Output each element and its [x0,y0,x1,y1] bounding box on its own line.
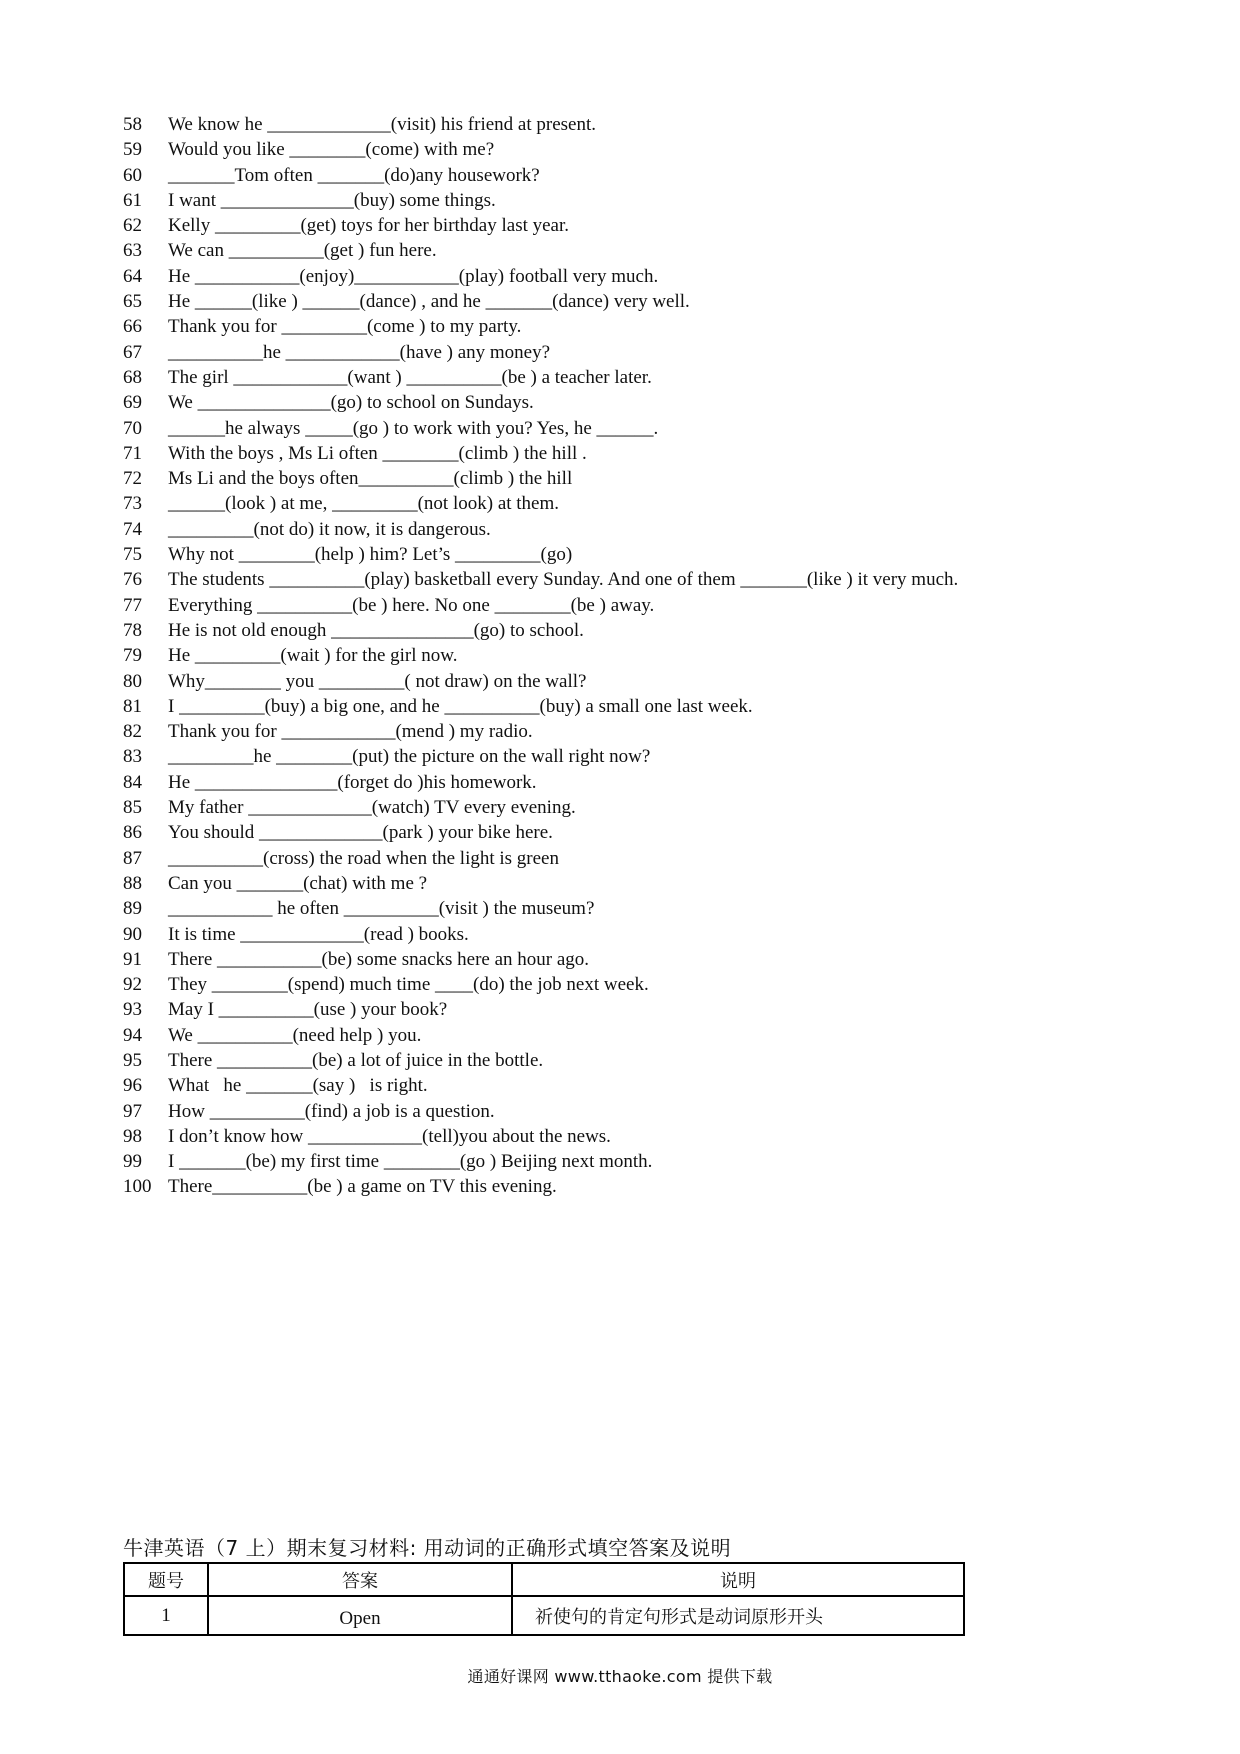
header-answer: 答案 [208,1563,512,1596]
exercise-number: 88 [123,872,142,894]
exercise-number: 92 [123,974,142,996]
exercise-item [123,593,1123,618]
exercise-number: 95 [123,1049,142,1071]
exercise-text: __________he ____________(have ) any money? [168,341,551,363]
exercise-number: 91 [123,948,142,970]
exercise-number: 93 [123,999,142,1021]
exercise-item [123,846,1123,871]
exercise-text: Thank you for _________(come ) to my party. [168,316,522,338]
exercise-text: Can you _______(chat) with me ? [168,872,428,894]
exercise-text: We __________(need help ) you. [168,1024,422,1046]
exercise-item [123,264,1123,289]
exercise-text: ______he always _____(go ) to work with you? Yes, he ______. [168,417,659,439]
exercise-text: We ______________(go) to school on Sundays. [168,392,534,414]
exercise-text: ___________ he often __________(visit ) the museum? [168,898,595,920]
exercise-number: 58 [123,114,142,135]
exercise-text: My father _____________(watch) TV every evening. [168,797,576,819]
exercise-text: With the boys , Ms Li often ________(climb ) the hill . [168,442,587,464]
exercise-text: There ___________(be) some snacks here an hour ago. [168,948,590,970]
exercise-text: _______Tom often _______(do)any housework? [168,164,540,186]
exercise-number: 83 [123,746,142,768]
exercise-item [123,137,1123,162]
exercise-item [123,491,1123,516]
exercise-number: 65 [123,291,142,313]
exercise-text: He ___________(enjoy)___________(play) football very much. [168,265,659,287]
exercise-number: 62 [123,215,142,237]
exercise-number: 81 [123,695,142,717]
exercise-item [123,238,1123,263]
exercise-item [123,567,1123,592]
exercise-item [123,441,1123,466]
exercise-text: It is time _____________(read ) books. [168,923,469,945]
exercise-item [123,416,1123,441]
answer-table [123,1562,965,1636]
exercise-number: 67 [123,341,142,363]
exercise-number: 82 [123,721,142,743]
exercise-number: 77 [123,594,142,616]
exercise-text: The girl ____________(want ) __________(be ) a teacher later. [168,366,652,388]
exercise-text: Everything __________(be ) here. No one ________(be ) away. [168,594,655,616]
exercise-text: Ms Li and the boys often__________(climb ) the hill [168,468,573,490]
exercise-number: 78 [123,619,142,641]
exercise-text: He ______(like ) ______(dance) , and he _______(dance) very well. [168,291,690,313]
exercise-text: You should _____________(park ) your bike here. [168,822,553,844]
exercise-number: 99 [123,1151,142,1173]
answer-explanation: 祈使句的肯定句形式是动词原形开头 [512,1596,964,1635]
exercise-text: The students __________(play) basketball every Sunday. And one of them _______(like ) it very much. [168,569,959,591]
exercise-number: 76 [123,569,142,591]
exercise-text: I want ______________(buy) some things. [168,189,496,211]
exercise-item [123,340,1123,365]
exercise-number: 66 [123,316,142,338]
exercise-item [123,542,1123,567]
answer-value: Open [208,1596,512,1635]
exercise-text: What he _______(say ) is right. [168,1075,428,1097]
exercise-item [123,972,1123,997]
exercise-item [123,820,1123,845]
exercise-item [123,289,1123,314]
exercise-number: 86 [123,822,142,844]
exercise-number: 94 [123,1024,142,1046]
exercise-number: 64 [123,265,142,287]
exercise-number: 59 [123,139,142,161]
exercise-number: 85 [123,797,142,819]
exercise-item [123,997,1123,1022]
exercise-item [123,1124,1123,1149]
exercise-number: 89 [123,898,142,920]
exercise-item [123,517,1123,542]
exercise-item [123,1099,1123,1124]
exercise-text: I _______(be) my first time ________(go ) Beijing next month. [168,1151,653,1173]
exercise-text: _________(not do) it now, it is dangerous. [168,518,491,540]
exercise-item [123,669,1123,694]
exercise-number: 75 [123,544,142,566]
exercise-number: 80 [123,670,142,692]
exercise-text: _________he ________(put) the picture on the wall right now? [168,746,651,768]
exercise-number: 72 [123,468,142,490]
exercise-item [123,390,1123,415]
exercise-text: Thank you for ____________(mend ) my radio. [168,721,533,743]
exercise-item [123,1149,1123,1174]
exercise-item [123,314,1123,339]
exercise-number: 70 [123,417,142,439]
exercise-item [123,1073,1123,1098]
exercise-number: 100 [123,1176,152,1198]
exercise-item [123,112,1123,137]
exercise-text: He is not old enough _______________(go) to school. [168,619,584,641]
exercise-text: We know he _____________(visit) his friend at present. [168,114,597,135]
header-explanation: 说明 [512,1563,964,1596]
exercise-item [123,466,1123,491]
exercise-item [123,871,1123,896]
answer-table-header [124,1563,964,1596]
exercise-number: 73 [123,493,142,515]
exercise-item [123,947,1123,972]
exercise-text: May I __________(use ) your book? [168,999,448,1021]
exercise-number: 87 [123,847,142,869]
exercise-item [123,770,1123,795]
exercise-number: 60 [123,164,142,186]
exercise-item [123,188,1123,213]
exercise-item [123,795,1123,820]
exercise-number: 68 [123,366,142,388]
exercise-number: 98 [123,1125,142,1147]
exercise-text: Would you like ________(come) with me? [168,139,495,161]
exercise-number: 84 [123,771,142,793]
exercise-item [123,365,1123,390]
exercise-text: Why________ you _________( not draw) on the wall? [168,670,587,692]
exercise-number: 71 [123,442,142,464]
exercise-item [123,744,1123,769]
exercise-item [123,163,1123,188]
exercise-text: There __________(be) a lot of juice in the bottle. [168,1049,544,1071]
exercise-text: I _________(buy) a big one, and he __________(buy) a small one last week. [168,695,753,717]
exercise-text: They ________(spend) much time ____(do) the job next week. [168,974,649,996]
exercise-text: Why not ________(help ) him? Let’s _________(go) [168,544,573,566]
exercise-number: 90 [123,923,142,945]
exercise-number: 96 [123,1075,142,1097]
exercise-text: He _________(wait ) for the girl now. [168,645,458,667]
exercise-number: 63 [123,240,142,262]
exercise-item [123,1023,1123,1048]
exercise-list [123,112,1123,1200]
exercise-number: 74 [123,518,142,540]
table-row [124,1596,964,1635]
exercise-text: He _______________(forget do )his homework. [168,771,537,793]
exercise-text: ______(look ) at me, _________(not look) at them. [168,493,560,515]
exercise-text: How __________(find) a job is a question. [168,1100,495,1122]
exercise-number: 69 [123,392,142,414]
exercise-item [123,1174,1123,1199]
exercise-number: 79 [123,645,142,667]
exercise-item [123,643,1123,668]
exercise-number: 97 [123,1100,142,1122]
exercise-item [123,1048,1123,1073]
answer-num: 1 [124,1596,208,1635]
exercise-text: Kelly _________(get) toys for her birthday last year. [168,215,570,237]
exercise-item [123,618,1123,643]
exercise-item [123,213,1123,238]
page-footer: 通通好课网 www.tthaoke.com 提供下载 [467,1667,773,1686]
answer-section-title: 牛津英语（7 上）期末复习材料: 用动词的正确形式填空答案及说明 [123,1536,732,1560]
exercise-item [123,694,1123,719]
exercise-number: 61 [123,189,142,211]
exercise-item [123,922,1123,947]
exercise-text: We can __________(get ) fun here. [168,240,437,262]
header-num: 题号 [124,1563,208,1596]
exercise-text: I don’t know how ____________(tell)you about the news. [168,1125,611,1147]
exercise-item [123,719,1123,744]
exercise-item [123,896,1123,921]
exercise-text: __________(cross) the road when the light is green [168,847,559,869]
exercise-text: There__________(be ) a game on TV this evening. [168,1176,557,1198]
